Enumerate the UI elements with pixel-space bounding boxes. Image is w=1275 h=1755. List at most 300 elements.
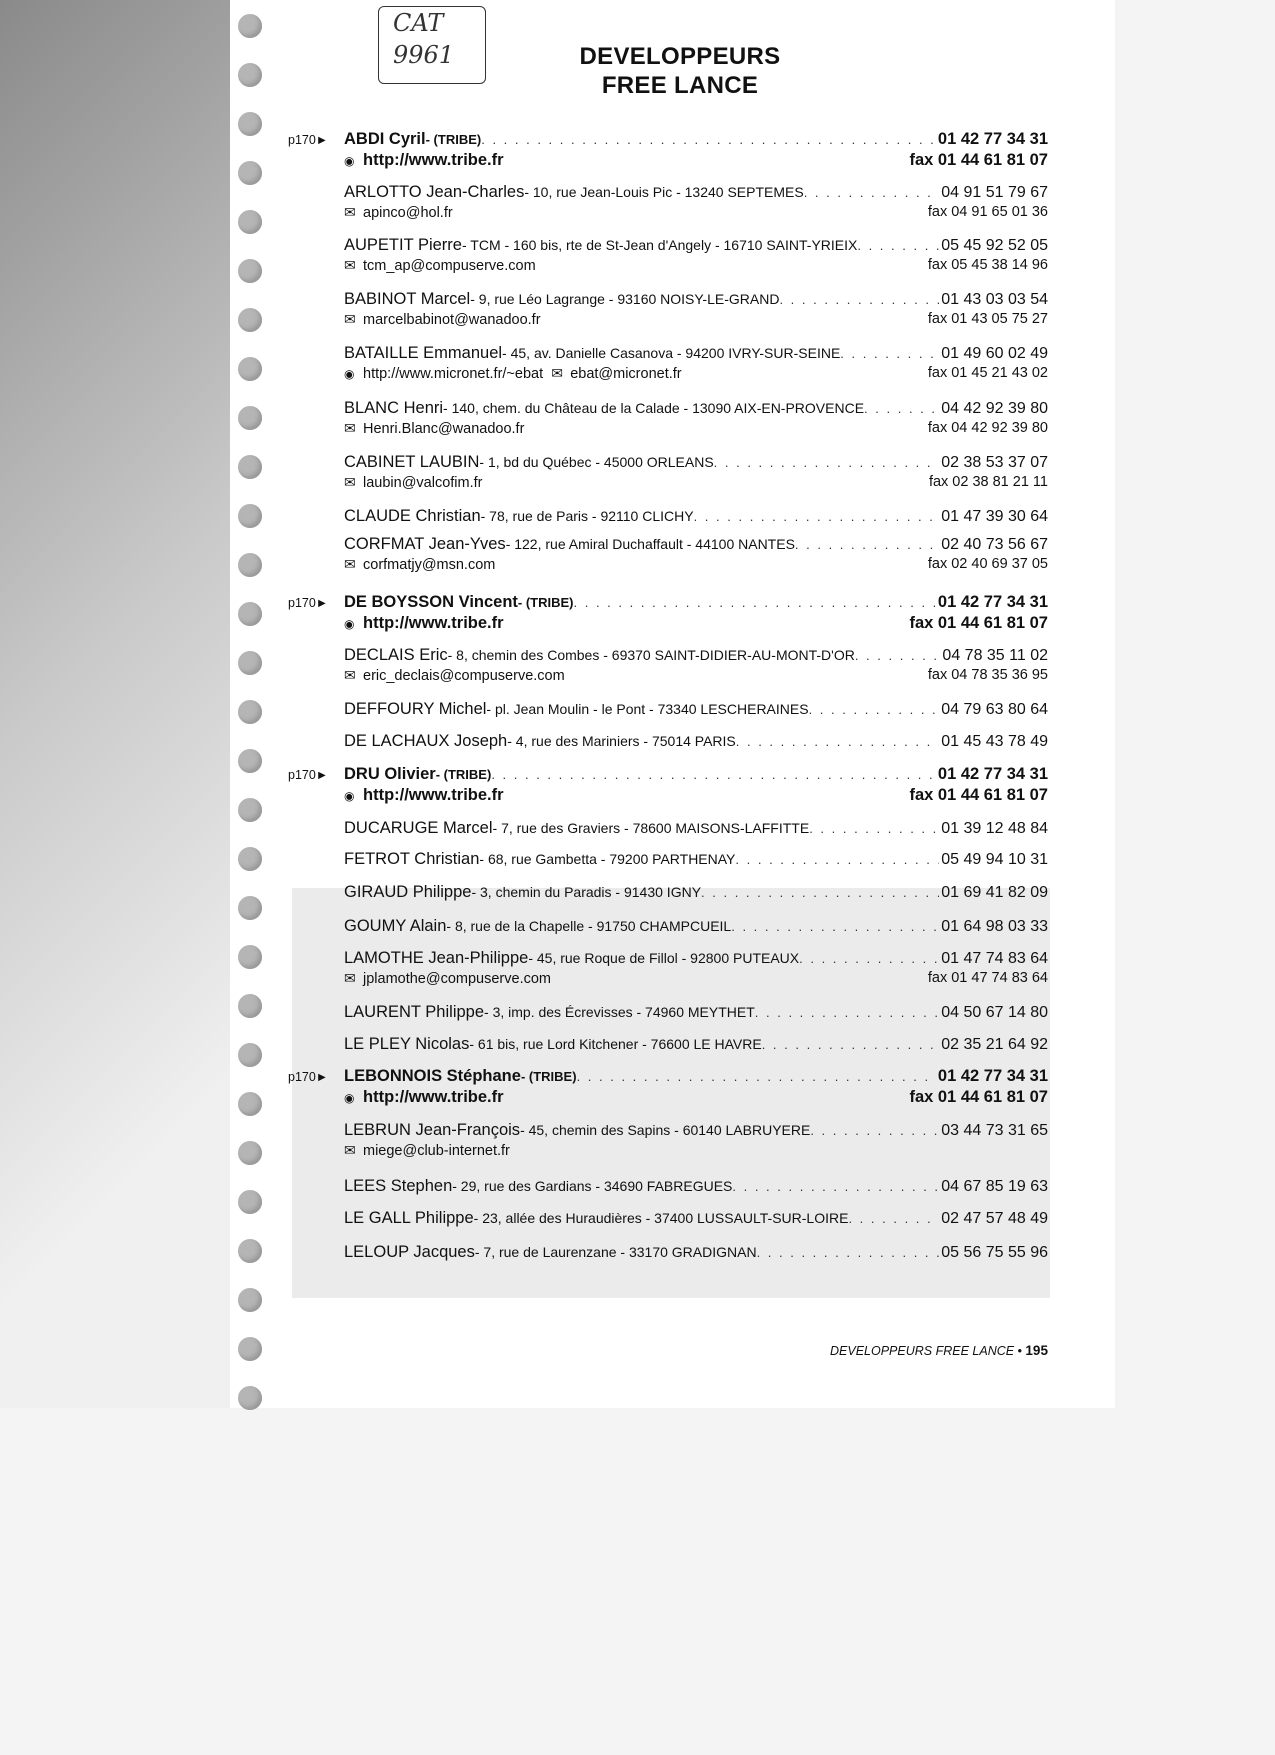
entry-tag: - (TRIBE): [435, 767, 492, 782]
directory-entry: [288, 1177, 1048, 1198]
scan-shadow: [0, 0, 235, 1408]
entry-contact-line: [288, 257, 1048, 278]
entry-contact-line: [288, 970, 1048, 991]
binder-hole: [238, 112, 262, 136]
stamp-line-1: CAT: [393, 9, 444, 37]
entry-address: - 68, rue Gambetta - 79200 PARTHENAY: [479, 851, 736, 867]
binder-hole: [238, 210, 262, 234]
entry-phone: 01 42 77 34 31: [937, 1067, 1048, 1085]
entry-contact-line: [288, 365, 1048, 386]
entry-body: [344, 535, 1048, 554]
dot-leader: [577, 1069, 936, 1084]
directory-entry: [288, 593, 1048, 635]
entry-address: - 7, rue de Laurenzane - 33170 GRADIGNAN: [474, 1244, 757, 1260]
title-line-2: FREE LANCE: [601, 72, 759, 99]
entry-phone: 04 42 92 39 80: [941, 400, 1048, 417]
entry-tag: - (TRIBE): [425, 132, 482, 147]
entry-tag: - (TRIBE): [520, 1069, 577, 1084]
entry-main-line: [288, 183, 1048, 204]
contact-left: [344, 204, 453, 225]
email-link[interactable]: tcm_ap@compuserve.com: [363, 258, 536, 274]
entry-phone: 01 42 77 34 31: [937, 593, 1048, 611]
entry-address: - 78, rue de Paris - 92110 CLICHY: [480, 508, 694, 524]
dot-leader: [809, 821, 939, 836]
entry-address: - 45, chemin des Sapins - 60140 LABRUYERE: [520, 1122, 811, 1138]
entry-phone: 01 43 03 03 54: [941, 291, 1048, 308]
email-link[interactable]: eric_declais@compuserve.com: [363, 668, 565, 684]
binder-hole: [238, 847, 262, 871]
binder-hole: [238, 14, 262, 38]
binder-hole: [238, 63, 262, 87]
entry-contact-line: [288, 667, 1048, 688]
entry-fax: fax 01 44 61 81 07: [909, 151, 1048, 169]
entry-name: LAMOTHE Jean-Philippe: [344, 949, 529, 967]
binder-hole: [238, 406, 262, 430]
dot-leader: [735, 852, 939, 867]
entry-body: [344, 819, 1048, 838]
directory-entry: [288, 1003, 1048, 1024]
entry-body: [344, 646, 1048, 665]
entry-body: [344, 593, 1048, 612]
contact-left: [344, 1142, 510, 1163]
contact-left: [344, 420, 524, 441]
binder-hole: [238, 896, 262, 920]
entry-name: LEES Stephen: [344, 1177, 453, 1195]
dot-leader: [694, 509, 940, 524]
entry-name: LEBRUN Jean-François: [344, 1121, 521, 1139]
binder-hole: [238, 749, 262, 773]
entry-fax: fax 01 47 74 83 64: [927, 970, 1048, 986]
dot-leader: [755, 1005, 939, 1020]
entry-body: [344, 1067, 1048, 1086]
entry-body: [344, 183, 1048, 202]
dot-leader: [855, 648, 941, 663]
entry-body: [344, 130, 1048, 149]
contact-left: [344, 614, 504, 635]
catalog-stamp: [378, 6, 486, 84]
contact-row: [344, 365, 1048, 386]
entry-fax: fax 04 91 65 01 36: [927, 204, 1048, 220]
entry-address: - 4, rue des Mariniers - 75014 PARIS: [507, 733, 736, 749]
dot-leader: [848, 1211, 939, 1226]
title-line-1: DEVELOPPEURS: [579, 43, 781, 70]
email-link[interactable]: laubin@valcofim.fr: [363, 475, 483, 491]
dot-leader: [857, 238, 939, 253]
directory-entry: [288, 1243, 1048, 1264]
email-link[interactable]: miege@club-internet.fr: [363, 1143, 510, 1159]
entry-contact-line: [288, 151, 1048, 172]
email-link[interactable]: apinco@hol.fr: [363, 205, 453, 221]
entry-fax: fax 01 44 61 81 07: [909, 1088, 1048, 1106]
entry-contact-line: [288, 786, 1048, 807]
binder-hole: [238, 700, 262, 724]
contact-left: [344, 556, 495, 577]
entry-phone: 02 47 57 48 49: [941, 1210, 1048, 1227]
binder-hole: [238, 1043, 262, 1067]
dot-leader: [840, 346, 939, 361]
directory-entry: [288, 290, 1048, 332]
dot-leader: [795, 537, 939, 552]
entry-name: DEFFOURY Michel: [344, 700, 487, 718]
entry-contact-line: [288, 420, 1048, 441]
contact-row: [344, 151, 1048, 172]
website-link[interactable]: http://www.tribe.fr: [363, 151, 504, 169]
entry-address: - 23, allée des Huraudières - 37400 LUSSAULT-SUR-LOIRE: [473, 1210, 849, 1226]
dot-leader: [757, 1245, 940, 1260]
entry-name: AUPETIT Pierre: [344, 236, 462, 254]
entry-address: - 45, av. Danielle Casanova - 94200 IVRY-SUR-SEINE: [502, 345, 841, 361]
entry-name: BATAILLE Emmanuel: [344, 344, 503, 362]
entry-name: LELOUP Jacques: [344, 1243, 475, 1261]
directory-entry: [288, 344, 1048, 386]
entry-fax: fax 05 45 38 14 96: [927, 257, 1048, 273]
binder-hole: [238, 945, 262, 969]
dot-leader: [779, 292, 939, 307]
contact-left: [344, 151, 504, 172]
entry-name: LE GALL Philippe: [344, 1209, 474, 1227]
entry-phone: 05 45 92 52 05: [941, 237, 1048, 254]
entry-address: - 9, rue Léo Lagrange - 93160 NOISY-LE-GRAND: [470, 291, 780, 307]
entry-main-line: [288, 732, 1048, 753]
entry-main-line: [288, 290, 1048, 311]
dot-leader: [732, 1179, 939, 1194]
entry-main-line: [288, 1067, 1048, 1088]
email-link[interactable]: corfmatjy@msn.com: [363, 557, 496, 573]
email-link[interactable]: ebat@micronet.fr: [570, 366, 682, 382]
entry-phone: 02 35 21 64 92: [941, 1036, 1048, 1053]
entry-body: [344, 1035, 1048, 1054]
entry-body: [344, 949, 1048, 968]
entry-address: - pl. Jean Moulin - le Pont - 73340 LESCHERAINES: [486, 701, 809, 717]
entry-phone: 01 47 39 30 64: [941, 508, 1048, 525]
entry-body: [344, 700, 1048, 719]
page-reference: p170►: [288, 133, 329, 147]
page-reference: p170►: [288, 768, 329, 782]
entry-phone: 01 42 77 34 31: [937, 130, 1048, 148]
entry-body: [344, 1243, 1048, 1262]
entry-contact-line: [288, 204, 1048, 225]
entry-body: [344, 917, 1048, 936]
entry-fax: fax 02 38 81 21 11: [928, 474, 1048, 490]
entry-phone: 01 45 43 78 49: [941, 733, 1048, 750]
binder-hole: [238, 602, 262, 626]
entry-name: DRU Olivier: [344, 765, 436, 783]
envelope-icon: ✉: [344, 474, 356, 490]
entry-main-line: [288, 1177, 1048, 1198]
entry-fax: fax 01 44 61 81 07: [909, 614, 1048, 632]
entry-address: - 8, chemin des Combes - 69370 SAINT-DIDIER-AU-MONT-D'OR: [447, 647, 855, 663]
entry-phone: 04 79 63 80 64: [941, 701, 1048, 718]
binder-hole: [238, 1141, 262, 1165]
directory-entry: [288, 535, 1048, 577]
dot-leader: [864, 401, 939, 416]
entry-name: GOUMY Alain: [344, 917, 447, 935]
directory-entry: [288, 507, 1048, 528]
entry-name: GIRAUD Philippe: [344, 883, 472, 901]
entry-main-line: [288, 1209, 1048, 1230]
binder-hole: [238, 259, 262, 283]
entry-address: - 45, rue Roque de Fillol - 92800 PUTEAUX: [528, 950, 800, 966]
entry-body: [344, 344, 1048, 363]
contact-left: [344, 257, 536, 278]
entry-fax: fax 04 78 35 36 95: [927, 667, 1048, 683]
contact-row: [344, 474, 1048, 495]
binder-hole: [238, 357, 262, 381]
entry-main-line: [288, 453, 1048, 474]
entry-name: DE BOYSSON Vincent: [344, 593, 518, 611]
entry-contact-line: [288, 474, 1048, 495]
directory-entry: [288, 765, 1048, 807]
binder-hole: [238, 1092, 262, 1116]
entry-main-line: [288, 819, 1048, 840]
entry-main-line: [288, 1243, 1048, 1264]
entry-phone: 04 50 67 14 80: [941, 1004, 1048, 1021]
directory-entry: [288, 236, 1048, 278]
entry-main-line: [288, 130, 1048, 151]
entry-main-line: [288, 593, 1048, 614]
entry-phone: 01 64 98 03 33: [941, 918, 1048, 935]
entry-contact-line: [288, 1088, 1048, 1109]
entry-tag: - (TRIBE): [517, 595, 574, 610]
dot-leader: [714, 455, 940, 470]
entry-fax: fax 01 45 21 43 02: [927, 365, 1048, 381]
entry-phone: 04 67 85 19 63: [941, 1178, 1048, 1195]
entry-name: FETROT Christian: [344, 850, 480, 868]
entry-name: DE LACHAUX Joseph: [344, 732, 508, 750]
directory-entry: [288, 949, 1048, 991]
contact-row: [344, 667, 1048, 688]
entry-main-line: [288, 1121, 1048, 1142]
directory-entry: [288, 399, 1048, 441]
entry-address: - 3, imp. des Écrevisses - 74960 MEYTHET: [484, 1004, 755, 1020]
binder-hole: [238, 1337, 262, 1361]
directory-entry: [288, 732, 1048, 753]
entry-address: - 8, rue de la Chapelle - 91750 CHAMPCUEIL: [446, 918, 732, 934]
page-reference: p170►: [288, 596, 329, 610]
directory-entry: [288, 917, 1048, 938]
globe-icon: ◉: [344, 154, 355, 168]
entry-name: DECLAIS Eric: [344, 646, 448, 664]
entry-phone: 05 49 94 10 31: [941, 851, 1048, 868]
entry-address: - 10, rue Jean-Louis Pic - 13240 SEPTEMES: [524, 184, 804, 200]
contact-row: [344, 786, 1048, 807]
contact-row: [344, 257, 1048, 278]
email-link[interactable]: Henri.Blanc@wanadoo.fr: [363, 421, 525, 437]
entry-phone: 02 38 53 37 07: [941, 454, 1048, 471]
contact-row: [344, 614, 1048, 635]
entry-contact-line: [288, 311, 1048, 332]
website-link[interactable]: http://www.tribe.fr: [363, 1088, 504, 1106]
entry-main-line: [288, 850, 1048, 871]
envelope-icon: ✉: [344, 667, 356, 683]
binder-hole: [238, 651, 262, 675]
entry-body: [344, 1209, 1048, 1228]
entry-name: CORFMAT Jean-Yves: [344, 535, 506, 553]
globe-icon: ◉: [344, 1091, 355, 1105]
entry-main-line: [288, 1003, 1048, 1024]
dot-leader: [809, 702, 940, 717]
globe-icon: ◉: [344, 617, 355, 631]
contact-left: [344, 365, 682, 386]
website-link[interactable]: http://www.tribe.fr: [363, 614, 504, 632]
envelope-icon: ✉: [344, 556, 356, 572]
directory-entry: [288, 1209, 1048, 1230]
website-link[interactable]: http://www.micronet.fr/~ebat: [363, 366, 544, 382]
contact-left: [344, 970, 551, 991]
entry-address: - 7, rue des Graviers - 78600 MAISONS-LAFFITTE: [492, 820, 810, 836]
globe-icon: ◉: [344, 367, 355, 381]
binder-hole: [238, 455, 262, 479]
entry-name: CLAUDE Christian: [344, 507, 481, 525]
entry-address: - 29, rue des Gardians - 34690 FABREGUES: [452, 1178, 733, 1194]
directory-entry: [288, 850, 1048, 871]
contact-row: [344, 556, 1048, 577]
entry-fax: fax 01 43 05 75 27: [927, 311, 1048, 327]
entry-body: [344, 765, 1048, 784]
globe-icon: ◉: [344, 789, 355, 803]
dot-leader: [799, 951, 939, 966]
contact-left: [344, 311, 541, 332]
directory-entry: [288, 1067, 1048, 1109]
contact-row: [344, 970, 1048, 991]
entry-address: - 122, rue Amiral Duchaffault - 44100 NANTES: [505, 536, 795, 552]
directory-entry: [288, 700, 1048, 721]
binder-hole: [238, 308, 262, 332]
directory-entry: [288, 646, 1048, 688]
contact-row: [344, 204, 1048, 225]
directory-entry: [288, 819, 1048, 840]
contact-left: [344, 667, 565, 688]
entry-body: [344, 399, 1048, 418]
entry-phone: 01 47 74 83 64: [941, 950, 1048, 967]
binder-hole: [238, 1288, 262, 1312]
email-link[interactable]: jplamothe@compuserve.com: [363, 971, 551, 987]
directory-entry: [288, 130, 1048, 172]
entry-main-line: [288, 236, 1048, 257]
entry-contact-line: [288, 556, 1048, 577]
entry-name: LE PLEY Nicolas: [344, 1035, 470, 1053]
entry-body: [344, 290, 1048, 309]
envelope-icon: ✉: [344, 204, 356, 220]
entry-fax: fax 01 44 61 81 07: [909, 786, 1048, 804]
envelope-icon: ✉: [344, 257, 356, 273]
entry-body: [344, 850, 1048, 869]
entry-name: DUCARUGE Marcel: [344, 819, 493, 837]
footer-section: DEVELOPPEURS FREE LANCE •: [830, 1344, 1022, 1358]
contact-row: [344, 311, 1048, 332]
entry-body: [344, 1121, 1048, 1140]
dot-leader: [701, 885, 939, 900]
contact-left: [344, 786, 504, 807]
entry-main-line: [288, 949, 1048, 970]
entry-phone: 05 56 75 55 96: [941, 1244, 1048, 1261]
entry-body: [344, 453, 1048, 472]
entry-name: LEBONNOIS Stéphane: [344, 1067, 521, 1085]
binder-hole: [238, 161, 262, 185]
binder-hole: [238, 1239, 262, 1263]
entry-name: BLANC Henri: [344, 399, 444, 417]
entry-main-line: [288, 535, 1048, 556]
page-footer: [830, 1343, 1048, 1358]
entry-name: BABINOT Marcel: [344, 290, 471, 308]
entry-main-line: [288, 883, 1048, 904]
dot-leader: [736, 734, 939, 749]
dot-leader: [804, 185, 940, 200]
entry-address: - 3, chemin du Paradis - 91430 IGNY: [471, 884, 702, 900]
entry-main-line: [288, 700, 1048, 721]
entry-fax: fax 04 42 92 39 80: [927, 420, 1048, 436]
contact-left: [344, 1088, 504, 1109]
contact-row: [344, 420, 1048, 441]
entry-name: LAURENT Philippe: [344, 1003, 485, 1021]
entry-main-line: [288, 646, 1048, 667]
dot-leader: [574, 595, 936, 610]
entry-phone: 02 40 73 56 67: [941, 536, 1048, 553]
binder-hole: [238, 553, 262, 577]
directory-entry: [288, 183, 1048, 225]
contact-row: [344, 1088, 1048, 1109]
entry-contact-line: [288, 1142, 1048, 1163]
directory-entry: [288, 1121, 1048, 1163]
website-link[interactable]: http://www.tribe.fr: [363, 786, 504, 804]
envelope-icon: ✉: [551, 365, 563, 381]
entry-main-line: [288, 765, 1048, 786]
dot-leader: [731, 919, 939, 934]
entry-main-line: [288, 1035, 1048, 1056]
binder-holes: [238, 0, 278, 1408]
binder-hole: [238, 1190, 262, 1214]
entry-main-line: [288, 507, 1048, 528]
entry-phone: 01 49 60 02 49: [941, 345, 1048, 362]
entry-body: [344, 1003, 1048, 1022]
entry-body: [344, 883, 1048, 902]
dot-leader: [810, 1123, 939, 1138]
entry-body: [344, 236, 1048, 255]
dot-leader: [762, 1037, 940, 1052]
entry-name: ABDI Cyril: [344, 130, 426, 148]
entry-body: [344, 732, 1048, 751]
entry-phone: 04 91 51 79 67: [941, 184, 1048, 201]
directory-entry: [288, 883, 1048, 904]
email-link[interactable]: marcelbabinot@wanadoo.fr: [363, 312, 541, 328]
entry-address: - 140, chem. du Château de la Calade - 13090 AIX-EN-PROVENCE: [443, 400, 865, 416]
envelope-icon: ✉: [344, 1142, 356, 1158]
page-number: 195: [1025, 1343, 1048, 1358]
envelope-icon: ✉: [344, 970, 356, 986]
entry-body: [344, 1177, 1048, 1196]
binder-hole: [238, 504, 262, 528]
entry-phone: 03 44 73 31 65: [941, 1122, 1048, 1139]
stamp-line-2: 9961: [393, 41, 455, 69]
entry-main-line: [288, 344, 1048, 365]
binder-hole: [238, 798, 262, 822]
entry-name: CABINET LAUBIN: [344, 453, 480, 471]
entry-main-line: [288, 917, 1048, 938]
entry-address: - 61 bis, rue Lord Kitchener - 76600 LE HAVRE: [469, 1036, 762, 1052]
entry-body: [344, 507, 1048, 526]
entry-name: ARLOTTO Jean-Charles: [344, 183, 525, 201]
entry-main-line: [288, 399, 1048, 420]
directory-entry: [288, 453, 1048, 495]
entry-phone: 01 42 77 34 31: [937, 765, 1048, 783]
entry-fax: fax 02 40 69 37 05: [927, 556, 1048, 572]
dot-leader: [481, 132, 936, 147]
entry-address: - TCM - 160 bis, rte de St-Jean d'Angely - 16710 SAINT-YRIEIX: [461, 237, 858, 253]
envelope-icon: ✉: [344, 420, 356, 436]
dot-leader: [491, 767, 936, 782]
contact-row: [344, 1142, 1048, 1163]
entry-phone: 01 69 41 82 09: [941, 884, 1048, 901]
